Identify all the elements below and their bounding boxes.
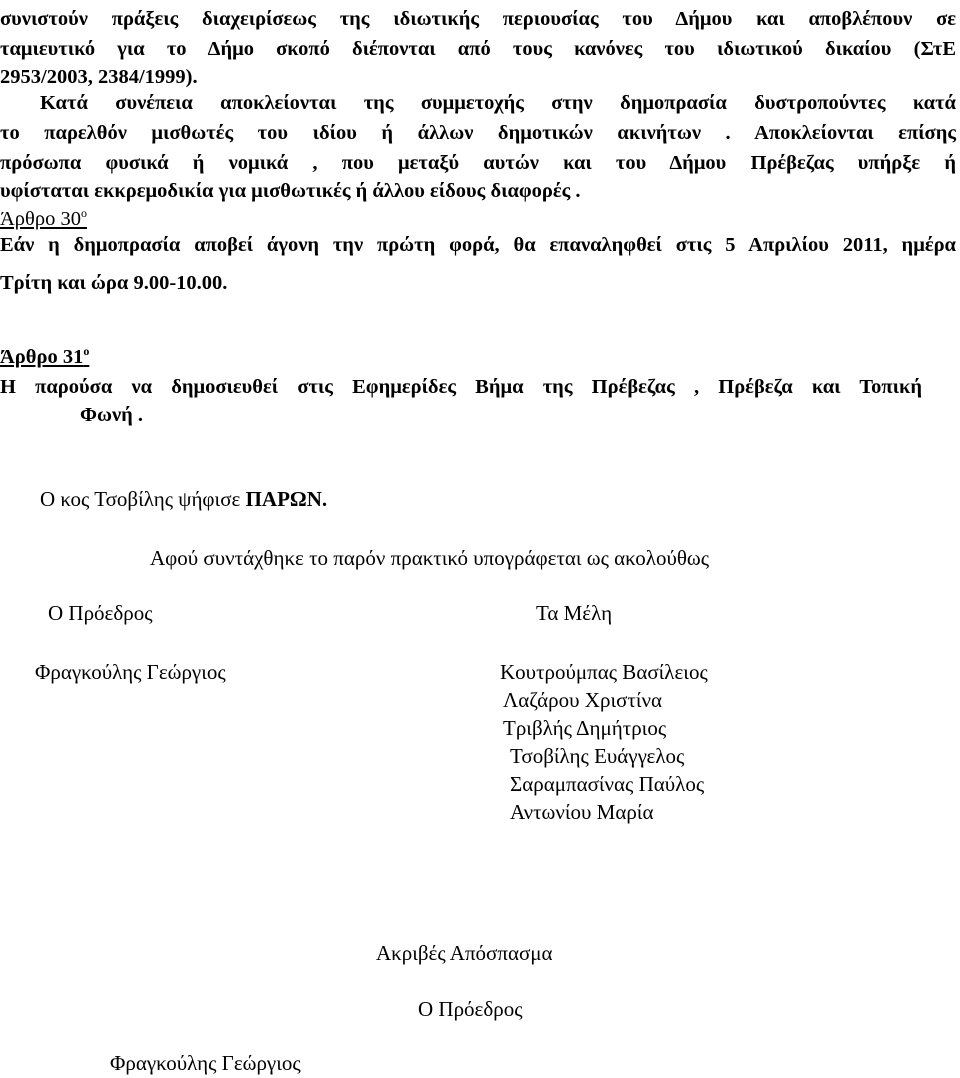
intro-line-3: 2953/2003, 2384/1999). — [0, 66, 198, 88]
article-31-line-2: Φωνή . — [80, 404, 144, 426]
president-label: Ο Πρόεδρος — [48, 601, 153, 625]
article-30-line-1: Εάν η δημοπρασία αποβεί άγονη την πρώτη φορά, θα επαναληφθεί στις 5 Απριλίου 2011, ημέρα — [0, 234, 956, 256]
exclusions-line-2: το παρελθόν μισθωτές του ιδίου ή άλλων δημοτικών ακινήτων . Αποκλείονται επίσης — [0, 122, 956, 144]
members-label: Τα Μέλη — [536, 601, 613, 625]
member-name: Τσοβίλης Ευάγγελος — [510, 744, 685, 768]
exclusions-line-3: πρόσωπα φυσικά ή νομικά , που μεταξύ αυτών και του Δήμου Πρέβεζας υπήρξε ή — [0, 152, 956, 174]
intro-line-2: ταμιευτικό για το Δήμο σκοπό διέπονται από τους κανόνες του ιδιωτικού δικαίου (ΣτΕ — [0, 38, 956, 60]
member-name: Λαζάρου Χριστίνα — [503, 688, 662, 712]
member-name: Τριβλής Δημήτριος — [503, 716, 667, 740]
member-name: Κουτρούμπας Βασίλειος — [500, 660, 708, 684]
footer-president-label: Ο Πρόεδρος — [418, 997, 523, 1021]
exact-copy-label: Ακριβές Απόσπασμα — [376, 941, 553, 965]
exclusions-line-1: Κατά συνέπεια αποκλείονται της συμμετοχής στην δημοπρασία δυστροπούντες κατά — [40, 92, 956, 114]
vote-statement: Ο κος Τσοβίλης ψήφισε ΠΑΡΩΝ. — [40, 487, 328, 511]
article-30-heading: Άρθρο $30^o$ — [0, 206, 87, 230]
closing-statement: Αφού συντάχθηκε το παρόν πρακτικό υπογράφεται ως ακολούθως — [150, 546, 710, 570]
president-name: Φραγκούλης Γεώργιος — [35, 660, 226, 684]
vote-value: ΠΑΡΩΝ. — [245, 487, 328, 511]
member-name: Αντωνίου Μαρία — [510, 800, 654, 824]
member-name: Σαραμπασίνας Παύλος — [510, 772, 705, 796]
intro-line-1: συνιστούν πράξεις διαχειρίσεως της ιδιωτικής περιουσίας του Δήμου και αποβλέπουν σε — [0, 8, 956, 30]
footer-president-name: Φραγκούλης Γεώργιος — [110, 1051, 301, 1075]
article-31-line-1: Η παρούσα να δημοσιευθεί στις Εφημερίδες Βήμα της Πρέβεζας , Πρέβεζα και Τοπική — [0, 376, 922, 398]
exclusions-line-4: υφίσταται εκκρεμοδικία για μισθωτικές ή άλλου είδους διαφορές . — [0, 180, 581, 202]
article-31-heading: Άρθρο $31^o$ — [0, 344, 90, 368]
article-30-line-2: Τρίτη και ώρα 9.00-10.00. — [0, 272, 228, 294]
